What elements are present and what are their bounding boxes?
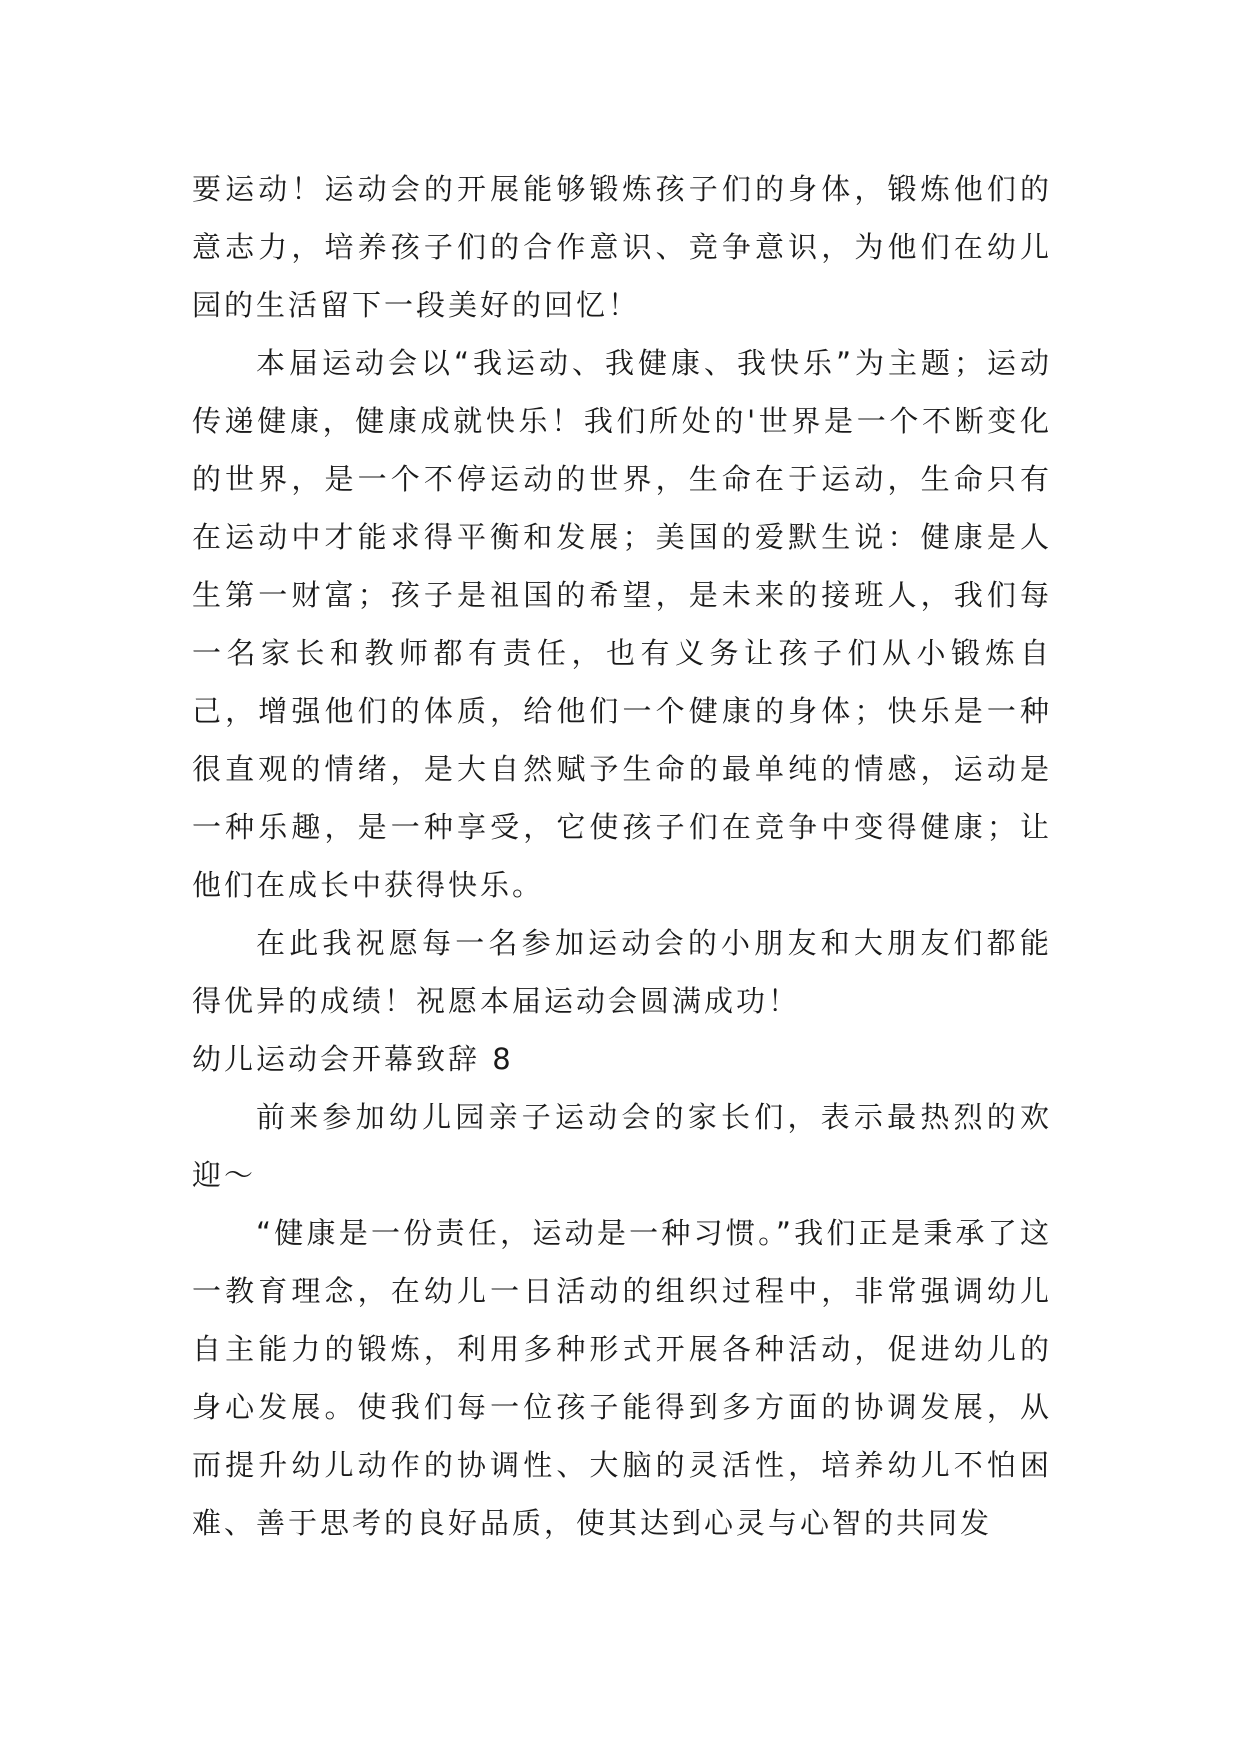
paragraph-philosophy: “健康是一份责任，运动是一种习惯。”我们正是秉承了这一教育理念，在幼儿一日活动的组织过程中，非常强调幼儿自主能力的锻炼，利用多种形式开展各种活动，促进幼儿的身心发展。使我们每一位孩子能得到多方面的协调发展，从而提升幼儿动作的协调性、大脑的灵活性，培养幼儿不怕困难、善于思考的良好品质，使其达到心灵与心智的共同发 <box>192 1216 1052 1540</box>
section-heading: 幼儿运动会开幕致辞 8 <box>192 1042 514 1076</box>
paragraph-theme: 本届运动会以“我运动、我健康、我快乐”为主题；运动传递健康，健康成就快乐！我们所处的'世界是一个不断变化的世界，是一个不停运动的世界，生命在于运动，生命只有在运动中才能求得平衡和发展；美国的爱默生说：健康是人生第一财富；孩子是祖国的希望，是未来的接班人，我们每一名家长和教师都有责任，也有义务让孩子们从小锻炼自己，增强他们的体质，给他们一个健康的身体；快乐是一种很直观的情绪，是大自然赋予生命的最单纯的情感，运动是一种乐趣，是一种享受，它使孩子们在竞争中变得健康；让他们在成长中获得快乐。 <box>192 346 1052 902</box>
document-body <box>192 160 1052 1552</box>
paragraph-wishes: 在此我祝愿每一名参加运动会的小朋友和大朋友们都能得优异的成绩！祝愿本届运动会圆满成功！ <box>192 926 1052 1018</box>
paragraph-intro-continuation: 要运动！运动会的开展能够锻炼孩子们的身体，锻炼他们的意志力，培养孩子们的合作意识、竞争意识，为他们在幼儿园的生活留下一段美好的回忆！ <box>192 172 1052 322</box>
paragraph-welcome: 前来参加幼儿园亲子运动会的家长们，表示最热烈的欢迎～ <box>192 1100 1052 1192</box>
